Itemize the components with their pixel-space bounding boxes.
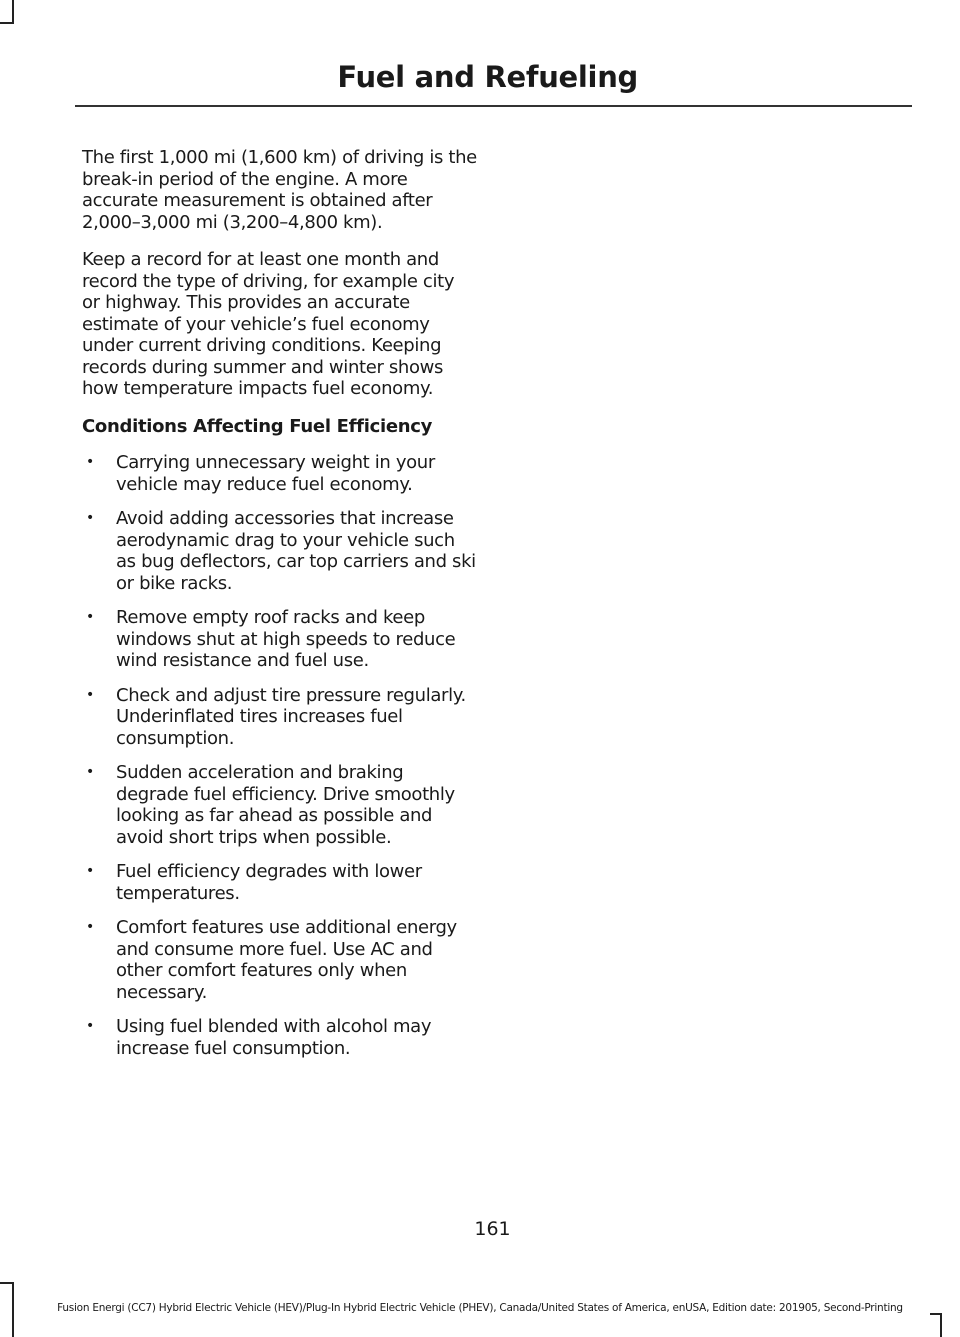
bullet-icon: • [86, 1018, 94, 1034]
footer-edition-info: Fusion Energi (CC7) Hybrid Electric Vehicle (HEV)/Plug-In Hybrid Electric Vehicle (PHEV), Canada/United States of America, enUSA, Edition date: 201905, Second-Printing [57, 1302, 903, 1314]
paragraph-record: Keep a record for at least one month and record the type of driving, for example city or highway. This provides an accurate estimate of your vehicle’s fuel economy under current driving conditions. Keeping records during summer and winter shows how temperature impacts fuel economy. [82, 249, 455, 399]
list-item-text: Sudden acceleration and braking degrade fuel efficiency. Drive smoothly looking as far ahead as possible and avoid short trips when possible. [116, 762, 455, 848]
crop-mark-bottom-right [940, 1315, 942, 1337]
bullet-icon: • [86, 919, 94, 935]
crop-mark-top-left [0, 22, 14, 24]
list-item-text: Check and adjust tire pressure regularly. Underinflated tires increases fuel consumption. [116, 684, 466, 749]
list-item-text: Remove empty roof racks and keep windows shut at high speeds to reduce wind resistance and fuel use. [116, 607, 456, 671]
bullet-icon: • [86, 454, 94, 470]
page-title: Fuel and Refueling [337, 60, 638, 94]
list-item-text: Comfort features use additional energy and consume more fuel. Use AC and other comfort features only when necessary. [116, 917, 457, 1003]
bullet-icon: • [86, 686, 94, 703]
page-number: 161 [474, 1218, 511, 1240]
list-item-text: Fuel efficiency degrades with lower temperatures. [116, 861, 422, 904]
list-item [82, 1016, 477, 1059]
list-item [82, 917, 477, 1003]
main-content [82, 147, 477, 1072]
bullet-icon: • [86, 510, 94, 526]
list-item-text: Avoid adding accessories that increase aerodynamic drag to your vehicle such as bug deflectors, car top carriers and ski or bike racks. [116, 508, 476, 594]
crop-mark-bottom-left [0, 1282, 14, 1284]
list-item [82, 861, 477, 904]
bullet-icon: • [86, 609, 94, 625]
list-item [82, 762, 477, 848]
crop-mark-top-left [12, 0, 14, 22]
paragraph-break-in: The first 1,000 mi (1,600 km) of driving is the break-in period of the engine. A more accurate measurement is obtained after 2,000–3,000 mi (3,200–4,800 km). [82, 147, 477, 233]
section-heading: Conditions Affecting Fuel Efficiency [82, 415, 433, 437]
list-item-text: Carrying unnecessary weight in your vehicle may reduce fuel economy. [116, 452, 435, 495]
conditions-list [82, 452, 477, 1059]
list-item [82, 508, 477, 594]
list-item-text: Using fuel blended with alcohol may increase fuel consumption. [116, 1016, 432, 1059]
list-item [82, 452, 477, 495]
list-item [82, 685, 477, 750]
list-item [82, 607, 477, 672]
bullet-icon: • [86, 863, 94, 879]
header-divider [75, 105, 912, 107]
bullet-icon: • [86, 764, 94, 780]
